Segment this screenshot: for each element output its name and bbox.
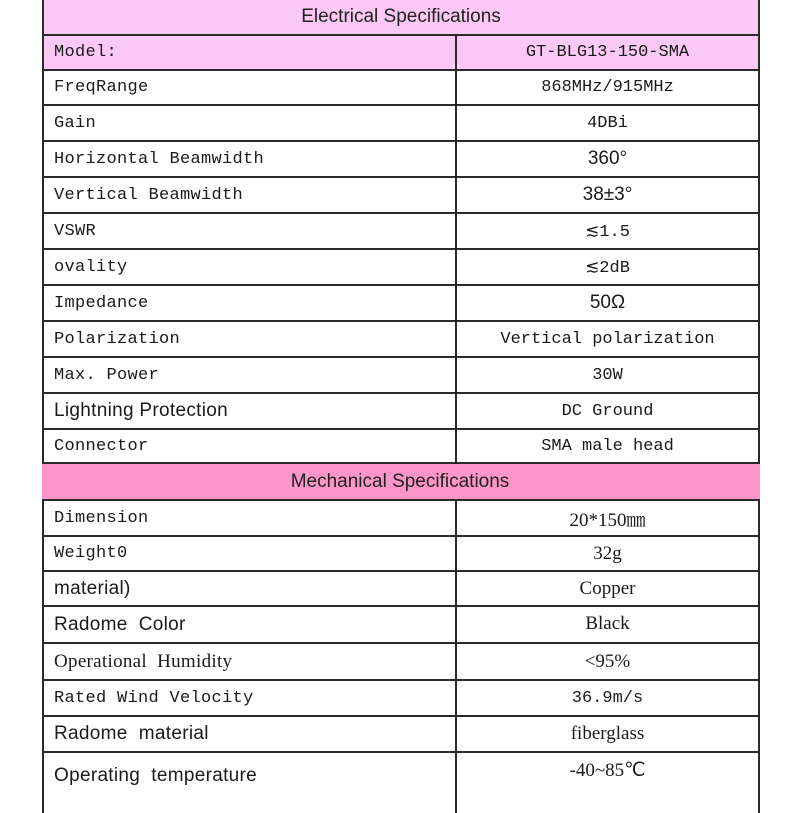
table-row-operating-temperature [42, 753, 760, 813]
row-value: fiberglass [570, 723, 645, 744]
row-label: Vertical Beamwidth [44, 178, 457, 212]
row-value: 36.9m/s [571, 688, 644, 708]
row-value: 868MHz/915MHz [541, 78, 674, 97]
row-value: ≲2dB [585, 258, 630, 278]
table-row-radome-color [42, 607, 760, 644]
row-label: FreqRange [44, 71, 457, 104]
row-label: Lightning Protection [44, 394, 457, 428]
table-row-lightning-protection [42, 394, 760, 430]
table-row-freqrange [42, 71, 760, 106]
table-row-radome-material [42, 717, 760, 753]
mechanical-specifications-header: Mechanical Specifications [42, 464, 760, 499]
table-row-weight [42, 537, 760, 572]
row-value: DC Ground [561, 401, 654, 421]
electrical-specifications-header: Electrical Specifications [42, 0, 760, 36]
row-label: Impedance [44, 286, 457, 320]
row-label: Radome Color [44, 607, 457, 642]
table-row-ovality [42, 250, 760, 286]
table-row-max-power [42, 358, 760, 394]
row-label: Gain [44, 106, 457, 140]
row-label: VSWR [44, 214, 457, 248]
row-label: Dimension [44, 501, 457, 535]
table-row-connector [42, 430, 760, 464]
spec-table [42, 0, 760, 813]
table-row-rated-wind-velocity [42, 681, 760, 717]
row-label: ovality [44, 250, 457, 284]
row-value: 38±3° [582, 184, 633, 205]
row-value: SMA male head [541, 436, 674, 456]
table-row-gain [42, 106, 760, 142]
table-row-horizontal-beamwidth [42, 142, 760, 178]
table-row-model [42, 36, 760, 71]
row-value: 30W [592, 365, 623, 385]
row-value: 50Ω [589, 292, 626, 313]
row-label: Radome material [44, 717, 457, 751]
table-row-vswr [42, 214, 760, 250]
row-label: Polarization [44, 322, 457, 356]
row-value: 4DBi [587, 113, 628, 133]
row-label: Weight0 [44, 537, 457, 570]
table-row-impedance [42, 286, 760, 322]
table-row-vertical-beamwidth [42, 178, 760, 214]
table-row-polarization [42, 322, 760, 358]
row-label: Model: [44, 36, 457, 69]
row-value: 20*150㎜ [569, 509, 646, 531]
row-label: Connector [44, 430, 457, 462]
row-label: Operating temperature [44, 753, 457, 813]
row-value: GT-BLG13-150-SMA [525, 43, 690, 62]
row-value: 32g [593, 542, 622, 564]
row-label: material) [44, 572, 457, 605]
table-row-dimension [42, 499, 760, 537]
row-value: Vertical polarization [500, 329, 715, 349]
row-value: Black [585, 613, 630, 634]
row-value: -40~85℃ [569, 760, 646, 781]
row-value: 360° [587, 148, 628, 169]
table-row-operational-humidity [42, 644, 760, 681]
row-value: Copper [579, 577, 636, 599]
row-value: <95% [584, 650, 631, 672]
row-value: ≲1.5 [585, 222, 630, 242]
row-label: Rated Wind Velocity [44, 681, 457, 715]
row-label: Horizontal Beamwidth [44, 142, 457, 176]
table-row-material [42, 572, 760, 607]
row-label: Operational Humidity [44, 644, 457, 679]
row-label: Max. Power [44, 358, 457, 392]
